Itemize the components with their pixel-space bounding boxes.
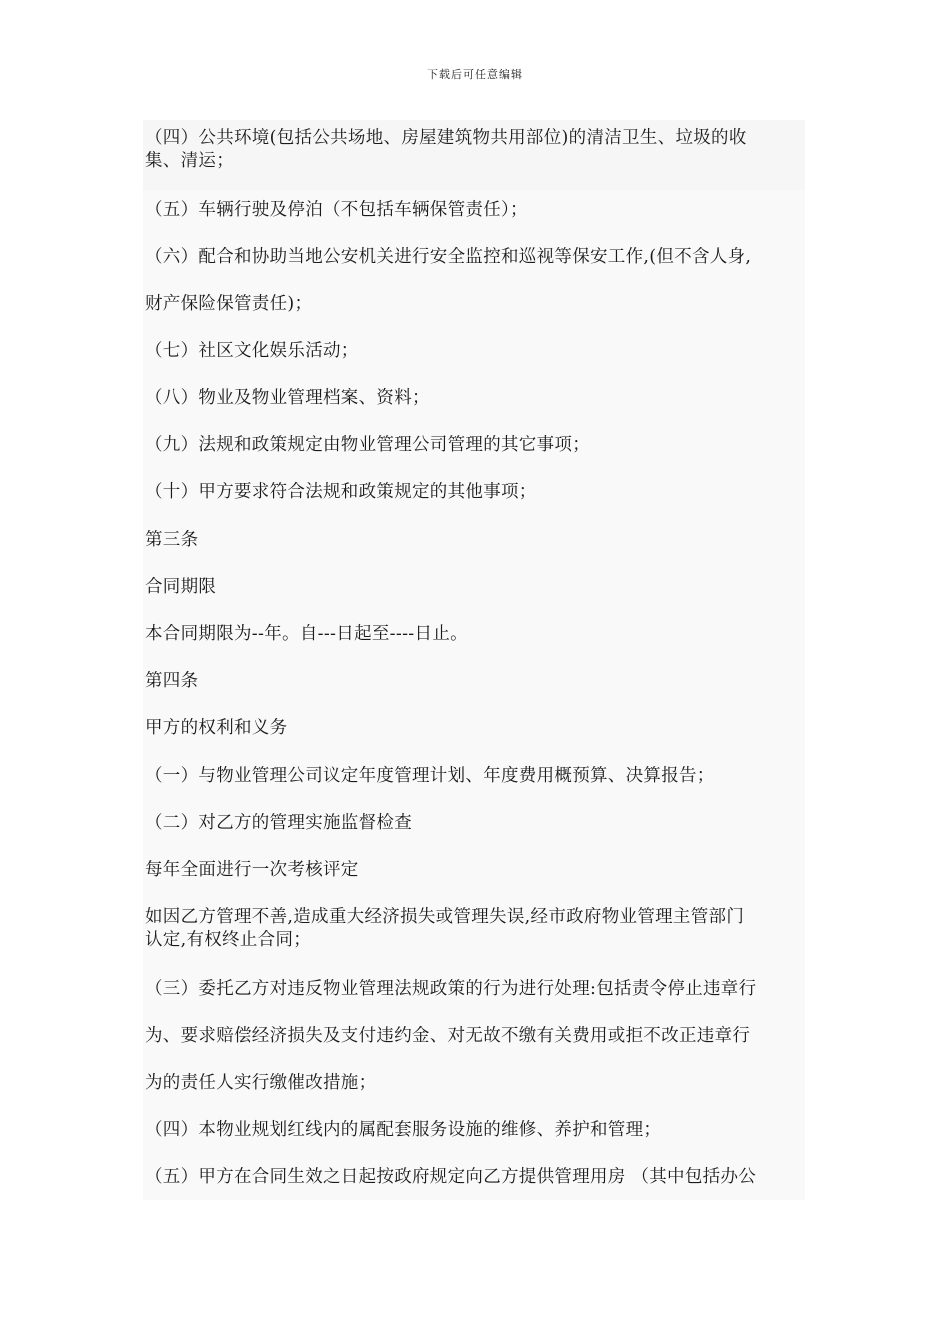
text-line: （八）物业及物业管理档案、资料；	[145, 388, 430, 408]
text-line: （五）甲方在合同生效之日起按政府规定向乙方提供管理用房 （其中包括办公	[145, 1167, 757, 1187]
section-title: 合同期限	[145, 577, 217, 597]
text-line: （十）甲方要求符合法规和政策规定的其他事项；	[145, 482, 537, 502]
section-heading: 第三条	[145, 530, 199, 550]
text-line: 集、清运；	[145, 151, 234, 171]
text-line: （三）委托乙方对违反物业管理法规政策的行为进行处理:包括责令停止违章行	[145, 979, 757, 999]
text-line: （一）与物业管理公司议定年度管理计划、年度费用概预算、决算报告；	[145, 766, 715, 786]
text-line: 每年全面进行一次考核评定	[145, 860, 359, 880]
text-line: （四）公共环境(包括公共场地、房屋建筑物共用部位)的清洁卫生、垃圾的收	[145, 128, 747, 148]
section-title: 甲方的权利和义务	[145, 718, 288, 738]
text-line: （二）对乙方的管理实施监督检查	[145, 813, 412, 833]
text-line: 为、要求赔偿经济损失及支付违约金、对无故不缴有关费用或拒不改正违章行	[145, 1026, 751, 1046]
section-heading: 第四条	[145, 671, 199, 691]
text-line: （四）本物业规划红线内的属配套服务设施的维修、养护和管理；	[145, 1120, 662, 1140]
text-line: 如因乙方管理不善,造成重大经济损失或管理失误,经市政府物业管理主管部门	[145, 907, 745, 927]
text-line: （五）车辆行驶及停泊（不包括车辆保管责任）；	[145, 200, 528, 220]
page-header: 下载后可任意编辑	[427, 68, 523, 81]
text-line: 认定,有权终止合同；	[145, 930, 312, 950]
text-line: （七）社区文化娱乐活动；	[145, 341, 359, 361]
text-line: 财产保险保管责任)；	[145, 294, 313, 314]
text-line: 本合同期限为--年。自---日起至----日止。	[145, 624, 468, 644]
text-line: 为的责任人实行缴催改措施；	[145, 1073, 377, 1093]
text-line: （九）法规和政策规定由物业管理公司管理的其它事项；	[145, 435, 590, 455]
text-line: （六）配合和协助当地公安机关进行安全监控和巡视等保安工作,(但不含人身,	[145, 247, 752, 267]
